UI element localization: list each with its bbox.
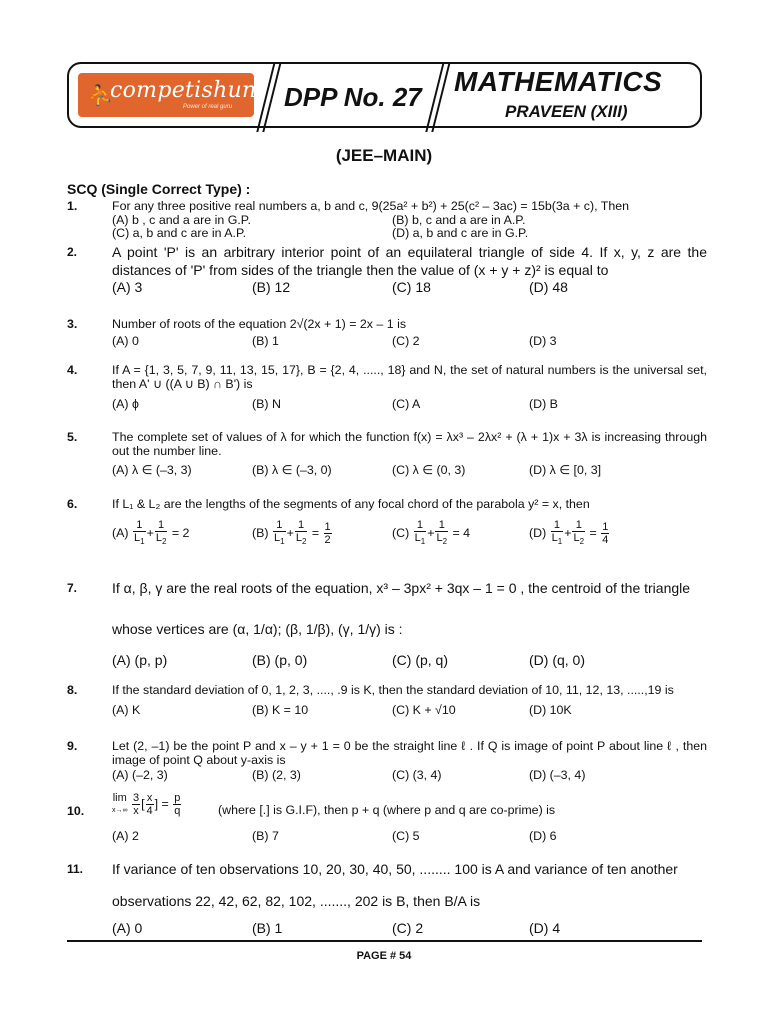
question-4 (67, 363, 707, 411)
option-c[interactable]: (C) 2 (392, 920, 424, 936)
option-a[interactable]: (A) (p, p) (112, 652, 168, 668)
option-c[interactable]: (C) 2 (392, 334, 420, 348)
option-d[interactable]: (D) 48 (529, 279, 568, 295)
question-7 (67, 579, 707, 671)
header-box (67, 62, 702, 128)
option-d[interactable]: (D) (q, 0) (529, 652, 585, 668)
option-c[interactable]: (C) $\frac{1}{L_1}$ + $\frac{1}{L_2}$ = 4 (392, 519, 471, 547)
logo-text: competishun (110, 78, 257, 103)
option-label: (A) (112, 525, 129, 540)
question-6 (67, 497, 707, 557)
option-c[interactable]: (C) (3, 4) (392, 768, 442, 782)
option-c[interactable]: (C) 5 (392, 829, 420, 843)
footer-rule (67, 940, 702, 942)
option-a[interactable]: (A) 2 (112, 829, 139, 843)
option-b[interactable]: (B) λ ∈ (–3, 0) (252, 463, 332, 477)
question-text-continued: whose vertices are (α, 1/α); (β, 1/β), (γ, 1/γ) is : (112, 621, 403, 637)
option-a[interactable]: (A) 0 (112, 920, 143, 936)
option-c[interactable]: (C) λ ∈ (0, 3) (392, 463, 466, 477)
option-label: (B) (252, 525, 269, 540)
option-d[interactable]: (D) 3 (529, 334, 557, 348)
limit-expression: lim x→∞ $\frac{3}{x}$ [ $\frac{x}{4}$ ] = $\frac{p}{q}$ (112, 792, 181, 817)
option-d[interactable]: (D) 6 (529, 829, 557, 843)
batch-name: PRAVEEN (XIII) (505, 102, 628, 121)
question-number: 4. (67, 363, 78, 377)
option-d[interactable]: (D) 4 (529, 920, 561, 936)
option-c[interactable]: (C) A (392, 397, 421, 411)
option-c[interactable]: (C) a, b and c are in A.P. (112, 226, 247, 240)
logo-tagline: Power of real guru (183, 104, 233, 110)
question-number: 2. (67, 245, 78, 259)
option-c[interactable]: (C) (p, q) (392, 652, 448, 668)
option-a[interactable]: (A) 3 (112, 279, 143, 295)
question-11 (67, 860, 707, 938)
option-label: (C) (392, 525, 410, 540)
option-a[interactable]: (A) b , c and a are in G.P. (112, 213, 251, 227)
option-a[interactable]: (A) K (112, 703, 141, 717)
option-b[interactable]: (B) K = 10 (252, 703, 309, 717)
question-3 (67, 317, 707, 351)
option-d[interactable]: (D) λ ∈ [0, 3] (529, 463, 602, 477)
question-text-continued: observations 22, 42, 62, 82, 102, ......., 202 is B, then B/A is (112, 893, 481, 909)
question-text: If α, β, γ are the real roots of the equation, x³ – 3px² + 3qx – 1 = 0 , the centroid of the triangle (112, 580, 691, 596)
question-text: If A = {1, 3, 5, 7, 9, 11, 13, 15, 17}, B = {2, 4, ....., 18} and N, the set of natural numbers is the universal set, then A' ∪ ((A ∪ B) ∩ B') is (112, 363, 707, 391)
question-9 (67, 739, 707, 783)
question-number: 6. (67, 497, 78, 511)
question-text: If variance of ten observations 10, 20, 30, 40, 50, ........ 100 is A and variance of ten another (112, 861, 678, 877)
question-text: Let (2, –1) be the point P and x – y + 1 = 0 be the straight line ℓ . If Q is image of point P about line ℓ , then image of point Q about y-axis is (112, 739, 707, 767)
option-a[interactable]: (A) (–2, 3) (112, 768, 168, 782)
option-b[interactable]: (B) 1 (252, 920, 283, 936)
option-c[interactable]: (C) K + √10 (392, 703, 456, 717)
option-b[interactable]: (B) N (252, 397, 281, 411)
question-text: For any three positive real numbers a, b and c, 9(25a² + b²) + 25(c² – 3ac) = 15b(3a + c), Then (112, 199, 630, 213)
question-number: 8. (67, 683, 78, 697)
option-label: (D) (529, 525, 547, 540)
option-d[interactable]: (D) (–3, 4) (529, 768, 586, 782)
question-number: 1. (67, 199, 78, 213)
option-d[interactable]: (D) a, b and c are in G.P. (392, 226, 529, 240)
section-title: (JEE–MAIN) (335, 146, 433, 165)
option-b[interactable]: (B) (p, 0) (252, 652, 308, 668)
option-b[interactable]: (B) 1 (252, 334, 279, 348)
page-number: PAGE # 54 (356, 950, 412, 962)
option-a[interactable]: (A) 0 (112, 334, 139, 348)
question-number: 7. (67, 581, 78, 595)
option-d[interactable]: (D) $\frac{1}{L_1}$ + $\frac{1}{L_2}$ = $\frac{1}{4}$ (529, 519, 609, 547)
option-a[interactable]: (A) $\frac{1}{L_1}$ + $\frac{1}{L_2}$ = 2 (112, 519, 190, 547)
question-text: If L₁ & L₂ are the lengths of the segments of any focal chord of the parabola y² = x, then (112, 497, 590, 511)
question-5 (67, 430, 707, 478)
option-b[interactable]: (B) 7 (252, 829, 279, 843)
question-10 (67, 792, 707, 844)
question-text: A point 'P' is an arbitrary interior point of an equilateral triangle of side 4. If x, y, z are the distances of 'P' from sides of the triangle then the value of (x + y + z)² is equal to (112, 244, 707, 278)
question-1 (67, 199, 707, 239)
question-type-title: SCQ (Single Correct Type) : (67, 181, 251, 197)
question-number: 5. (67, 430, 78, 444)
runner-icon: ⛹ (88, 85, 113, 107)
option-c[interactable]: (C) 18 (392, 279, 431, 295)
dpp-number: DPP No. 27 (284, 82, 422, 112)
competishun-logo (78, 73, 257, 117)
question-text: Number of roots of the equation 2√(2x + 1) = 2x – 1 is (112, 317, 407, 331)
question-text: If the standard deviation of 0, 1, 2, 3, ...., .9 is K, then the standard deviation of 10, 11, 12, 13, .....,19 is (112, 683, 674, 697)
option-b[interactable]: (B) b, c and a are in A.P. (392, 213, 526, 227)
option-b[interactable]: (B) $\frac{1}{L_1}$ + $\frac{1}{L_2}$ = $\frac{1}{2}$ (252, 519, 331, 547)
option-a[interactable]: (A) λ ∈ (–3, 3) (112, 463, 192, 477)
question-number: 10. (67, 804, 85, 818)
option-d[interactable]: (D) 10K (529, 703, 572, 717)
option-d[interactable]: (D) B (529, 397, 558, 411)
question-number: 9. (67, 739, 78, 753)
option-b[interactable]: (B) (2, 3) (252, 768, 301, 782)
subject-title: MATHEMATICS (454, 66, 663, 97)
option-b[interactable]: (B) 12 (252, 279, 291, 295)
question-8 (67, 683, 707, 719)
option-a[interactable]: (A) ϕ (112, 397, 139, 411)
question-text: (where [.] is G.I.F), then p + q (where p and q are co-prime) is (218, 803, 556, 817)
question-number: 3. (67, 317, 78, 331)
question-2 (67, 243, 707, 299)
question-text: The complete set of values of λ for which the function f(x) = λx³ – 2λx² + (λ + 1)x + 3λ is increasing through out the number line. (112, 430, 707, 458)
question-number: 11. (67, 862, 84, 876)
